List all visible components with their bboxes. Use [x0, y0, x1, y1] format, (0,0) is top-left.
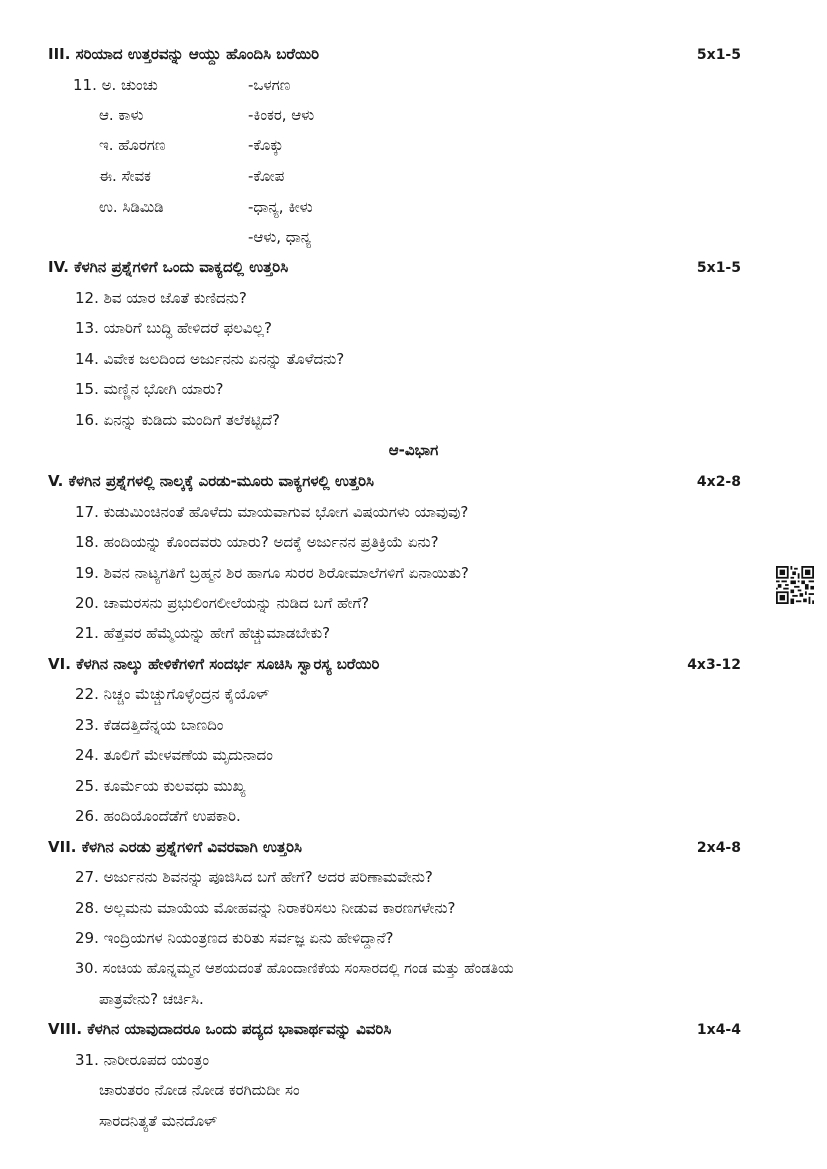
match-right-4: -ಕೋಪ — [248, 167, 285, 185]
question-16: 16. ಏನನ್ನು ಕುಡಿದು ಮಂದಿಗೆ ತಲೆಕಟ್ಟಿದೆ? — [75, 411, 280, 429]
section-3-heading: III. ಸರಿಯಾದ ಉತ್ತರವನ್ನು ಆಯ್ದು ಹೊಂದಿಸಿ ಬರೆಯಿರಿ — [48, 45, 319, 63]
poem-line-1: 31. ನಾರೀರೂಪದ ಯಂತ್ರಂ — [75, 1051, 210, 1069]
match-left-5: ಉ. ಸಿಡಿಮಿಡಿ — [99, 198, 164, 216]
question-25: 25. ಕೂರ್ಮೆಯ ಕುಲವಧು ಮುಖ್ಯ — [75, 777, 246, 795]
part-heading: ಆ-ವಿಭಾಗ — [388, 441, 439, 459]
poem-line-3: ಸಾರದನಿತ್ಯತೆ ಮನದೊಳ್ — [99, 1112, 218, 1130]
question-21: 21. ಹೆತ್ತವರ ಹೆಮ್ಮೆಯನ್ನು ಹೇಗೆ ಹೆಚ್ಚುಮಾಡಬೇಕು? — [75, 624, 331, 642]
section-5-marks: 4x2-8 — [696, 474, 741, 490]
question-20: 20. ಚಾಮರಸನು ಪ್ರಭುಲಿಂಗಲೀಲೆಯನ್ನು ನುಡಿದ ಬಗೆ ಹೇಗೆ? — [75, 594, 370, 612]
match-right-5: -ಧಾನ್ಯ, ಕೀಳು — [248, 198, 313, 216]
question-19: 19. ಶಿವನ ನಾಟ್ಯಗತಿಗೆ ಬ್ರಹ್ಮನ ಶಿರ ಹಾಗೂ ಸುರರ ಶಿರೋಮಾಲೆಗಳಿಗೆ ಏನಾಯಿತು? — [75, 564, 469, 582]
question-24: 24. ತೂಲಿಗೆ ಮೇಳವಣೆಯ ಮೃದುನಾದಂ — [75, 746, 273, 764]
question-29: 29. ಇಂದ್ರಿಯಗಳ ನಿಯಂತ್ರಣದ ಕುರಿತು ಸರ್ವಜ್ಞ ಏನು ಹೇಳಿದ್ದಾನೆ? — [75, 929, 394, 947]
question-17: 17. ಕುಡುಮಿಂಚಿನಂತೆ ಹೊಳೆದು ಮಾಯವಾಗುವ ಭೋಗ ವಿಷಯಗಳು ಯಾವುವು? — [75, 503, 469, 521]
match-right-6: -ಆಳು, ಧಾನ್ಯ — [248, 228, 312, 246]
match-left-1: 11. ಅ. ಚುಂಚು — [73, 76, 158, 94]
section-3-marks: 5x1-5 — [696, 47, 741, 63]
section-7-heading: VII. ಕೆಳಗಿನ ಎರಡು ಪ್ರಶ್ನೆಗಳಿಗೆ ವಿವರವಾಗಿ ಉತ್ತರಿಸಿ — [48, 838, 303, 856]
question-30: 30. ಸಂಚಿಯ ಹೊನ್ನಮ್ಮನ ಆಶಯದಂತೆ ಹೊಂದಾಣಿಕೆಯ ಸಂಸಾರದಲ್ಲಿ ಗಂಡ ಮತ್ತು ಹೆಂಡತಿಯ — [75, 961, 514, 977]
question-13: 13. ಯಾರಿಗೆ ಬುದ್ಧಿ ಹೇಳಿದರೆ ಫಲವಿಲ್ಲ? — [75, 319, 272, 337]
section-6-heading: VI. ಕೆಳಗಿನ ನಾಲ್ಕು ಹೇಳಿಕೆಗಳಿಗೆ ಸಂದರ್ಭ ಸೂಚಿಸಿ ಸ್ವಾರಸ್ಯ ಬರೆಯಿರಿ — [48, 655, 380, 673]
section-8-marks: 1x4-4 — [696, 1022, 741, 1038]
question-30-cont: ಪಾತ್ರವೇನು? ಚರ್ಚಿಸಿ. — [99, 990, 204, 1008]
poem-line-2: ಚಾರುತರಂ ನೋಡ ನೋಡ ಕರಗಿದುದೀ ಸಂ — [99, 1081, 300, 1099]
question-26: 26. ಹಂದಿಯೊಂದೆಡೆಗೆ ಉಪಕಾರಿ. — [75, 807, 241, 825]
question-23: 23. ಕೆಡದತ್ತಿದೆನ್ನಯ ಬಾಣದಿಂ — [75, 716, 224, 734]
qr-code-icon — [776, 566, 814, 604]
question-22: 22. ನಿಚ್ಚಂ ಮೆಚ್ಚುಗೊಳ್ಳೆಂದ್ರನ ಕೈಯೊಳ್ — [75, 685, 270, 703]
match-left-3: ಇ. ಹೊರಗಣ — [99, 136, 166, 154]
section-4-heading: IV. ಕೆಳಗಿನ ಪ್ರಶ್ನೆಗಳಿಗೆ ಒಂದು ವಾಕ್ಯದಲ್ಲಿ ಉತ್ತರಿಸಿ — [48, 258, 289, 276]
question-15: 15. ಮಣ್ಣಿನ ಭೋಗಿ ಯಾರು? — [75, 380, 224, 398]
section-5-heading: V. ಕೆಳಗಿನ ಪ್ರಶ್ನೆಗಳಲ್ಲಿ ನಾಲ್ಕಕ್ಕೆ ಎರಡು-ಮೂರು ವಾಕ್ಯಗಳಲ್ಲಿ ಉತ್ತರಿಸಿ — [48, 472, 375, 490]
section-4-marks: 5x1-5 — [696, 260, 741, 276]
section-6-marks: 4x3-12 — [687, 657, 741, 673]
question-14: 14. ವಿವೇಕ ಜಲದಿಂದ ಅರ್ಜುನನು ಏನನ್ನು ತೊಳೆದನು? — [75, 350, 345, 368]
match-right-3: -ಕೊಕ್ಕು — [248, 136, 284, 154]
question-18: 18. ಹಂದಿಯನ್ನು ಕೊಂದವರು ಯಾರು? ಅದಕ್ಕೆ ಅರ್ಜುನನ ಪ್ರತಿಕ್ರಿಯೆ ಏನು? — [75, 533, 439, 551]
question-28: 28. ಅಲ್ಲಮನು ಮಾಯೆಯ ಮೋಹವನ್ನು ನಿರಾಕರಿಸಲು ನೀಡುವ ಕಾರಣಗಳೇನು? — [75, 899, 456, 917]
question-12: 12. ಶಿವ ಯಾರ ಜೊತೆ ಕುಣಿದನು? — [75, 289, 247, 307]
section-8-heading: VIII. ಕೆಳಗಿನ ಯಾವುದಾದರೂ ಒಂದು ಪದ್ಯದ ಭಾವಾರ್ಥವನ್ನು ವಿವರಿಸಿ — [48, 1020, 392, 1038]
question-27: 27. ಅರ್ಜುನನು ಶಿವನನ್ನು ಪೂಜಿಸಿದ ಬಗೆ ಹೇಗೆ? ಅದರ ಪರಿಣಾಮವೇನು? — [75, 868, 433, 886]
match-left-2: ಆ. ಕಾಳು — [99, 106, 144, 124]
section-7-marks: 2x4-8 — [696, 840, 741, 856]
match-left-4: ಈ. ಸೇವಕ — [99, 167, 151, 185]
match-right-1: -ಒಳಗಣ — [248, 76, 291, 94]
match-right-2: -ಕಿಂಕರ, ಆಳು — [248, 106, 315, 124]
